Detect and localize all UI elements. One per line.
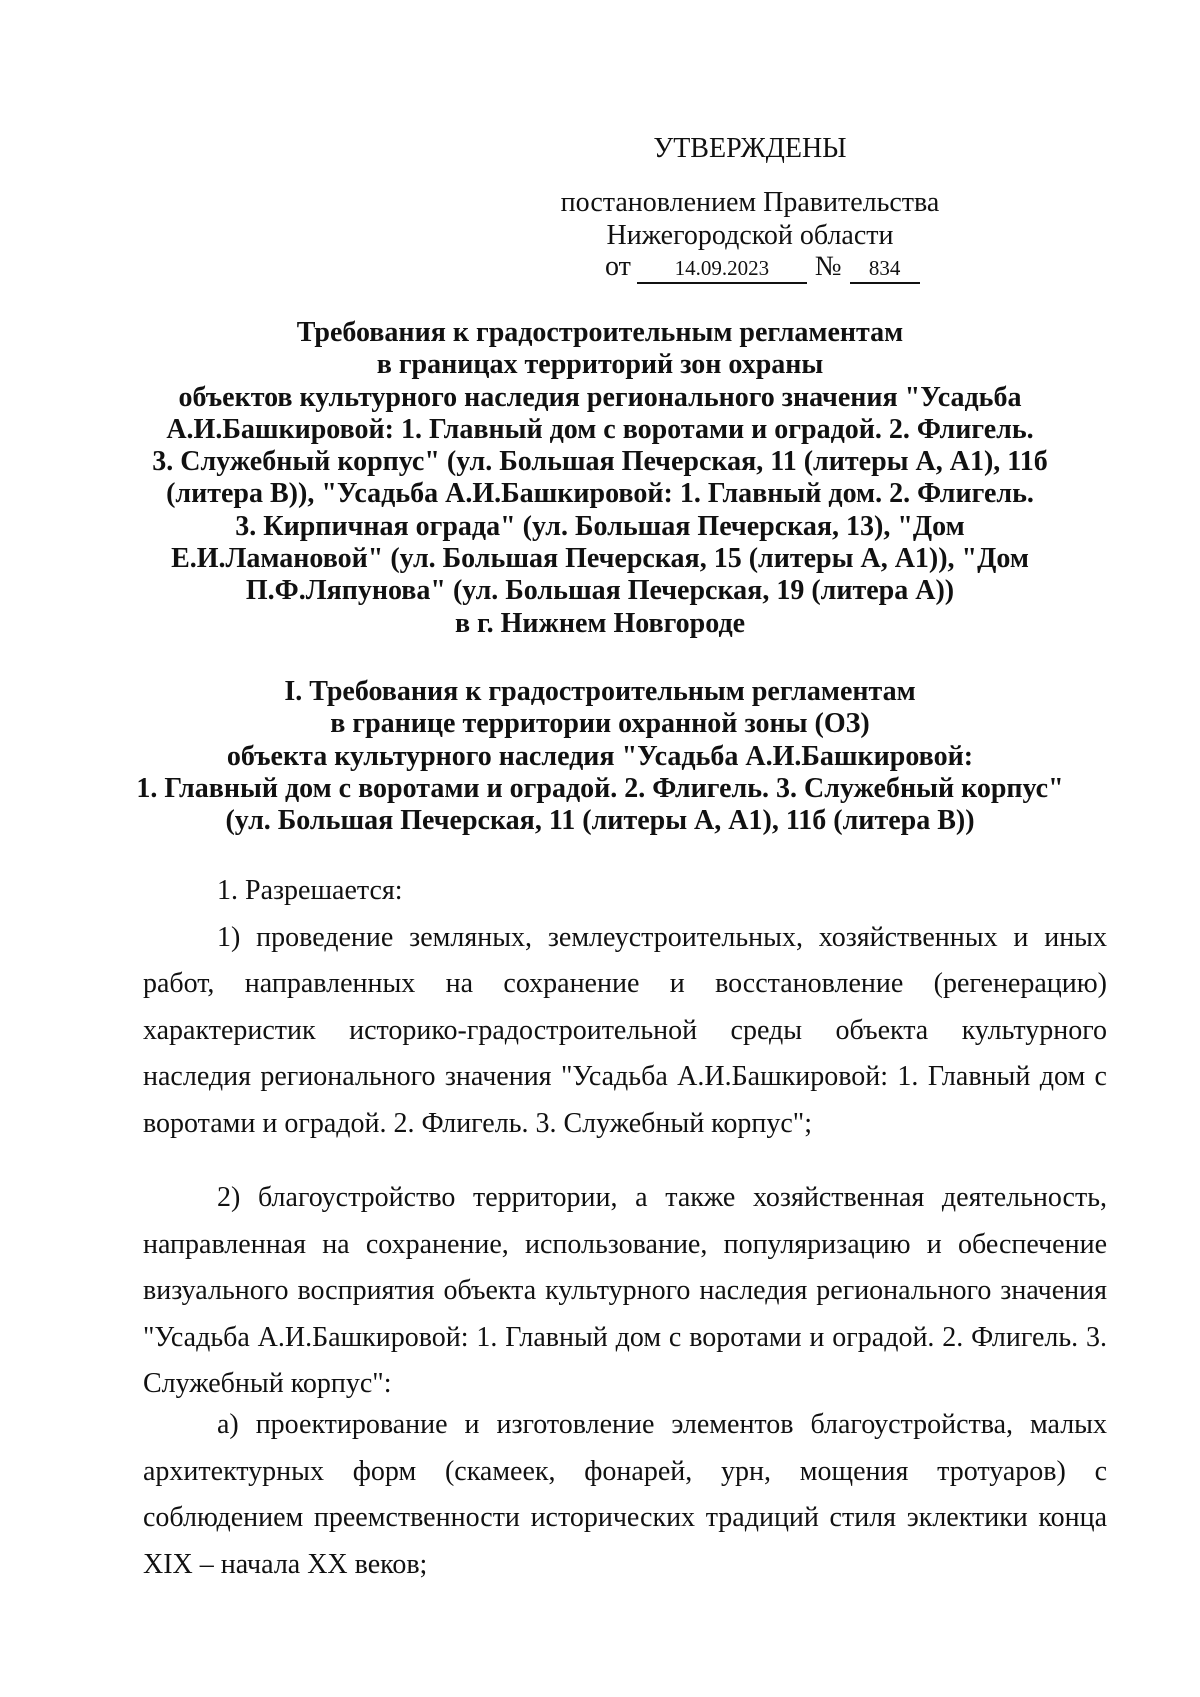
paragraph-item-1: 1) проведение земляных, землеустроительных, хозяйственных и иных работ, направленных на сохранение и восстановление (регенерацию) характеристик историко-градостроительной среды объекта культурного наследия регионального значения "Усадьба А.И.Башкировой: 1. Главный дом с воротами и оградой. 2. Флигель. 3. Служебный корпус";	[143, 921, 1107, 1139]
approval-line: постановлением Правительства	[560, 187, 940, 218]
title-line: 3. Служебный корпус" (ул. Большая Печерская, 11 (литеры А, А1), 11б	[152, 446, 1048, 478]
approval-block	[560, 132, 940, 252]
approval-line: Нижегородской области	[606, 220, 894, 251]
section-heading	[130, 676, 1070, 837]
section-line: 1. Главный дом с воротами и оградой. 2. Флигель. 3. Служебный корпус"	[136, 772, 1064, 804]
title-line: Е.И.Ламановой" (ул. Большая Печерская, 15 (литеры А, А1)), "Дом	[171, 543, 1029, 575]
section-line: объекта культурного наследия "Усадьба А.И.Башкировой:	[226, 740, 974, 772]
approval-number: 834	[850, 254, 920, 284]
section-line: в границе территории охранной зоны (ОЗ)	[330, 708, 870, 740]
paragraph-allowed: 1. Разрешается:	[217, 875, 403, 906]
title-line: Требования к градостроительным регламентам	[296, 317, 904, 348]
title-line: 3. Кирпичная ограда" (ул. Большая Печерская, 13), "Дом	[235, 510, 965, 542]
body-block-1	[143, 868, 1107, 1147]
title-line: А.И.Башкировой: 1. Главный дом с воротами и оградой. 2. Флигель.	[166, 413, 1034, 445]
approval-date: 14.09.2023	[637, 254, 807, 284]
date-prefix: от	[605, 251, 631, 282]
title-line: (литера В)), "Усадьба А.И.Башкировой: 1. Главный дом. 2. Флигель.	[166, 478, 1034, 510]
body-block-3	[143, 1402, 1107, 1588]
title-line: в границах территорий зон охраны	[376, 349, 824, 381]
section-line: I. Требования к градостроительным регламентам	[284, 676, 916, 707]
section-line: (ул. Большая Печерская, 11 (литеры А, А1), 11б (литера В))	[225, 805, 975, 837]
approval-stamp: УТВЕРЖДЕНЫ	[653, 133, 847, 164]
paragraph-item-2a: а) проектирование и изготовление элементов благоустройства, малых архитектурных форм (скамеек, фонарей, урн, мощения тротуаров) с соблюдением преемственности исторических традиций стиля эклектики конца XIX – начала XX веков;	[143, 1409, 1107, 1580]
number-sign: №	[814, 251, 842, 282]
body-block-2	[143, 1175, 1107, 1408]
approval-dateline	[605, 250, 920, 284]
title-line: объектов культурного наследия регионального значения "Усадьба	[178, 381, 1022, 413]
document-title	[130, 317, 1070, 640]
title-line: в г. Нижнем Новгороде	[454, 607, 746, 639]
title-line: П.Ф.Ляпунова" (ул. Большая Печерская, 19 (литера А))	[245, 575, 955, 607]
paragraph-item-2: 2) благоустройство территории, а также хозяйственная деятельность, направленная на сохранение, использование, популяризацию и обеспечение визуального восприятия объекта культурного наследия регионального значения "Усадьба А.И.Башкировой: 1. Главный дом с воротами и оградой. 2. Флигель. 3. Служебный корпус":	[143, 1182, 1107, 1399]
